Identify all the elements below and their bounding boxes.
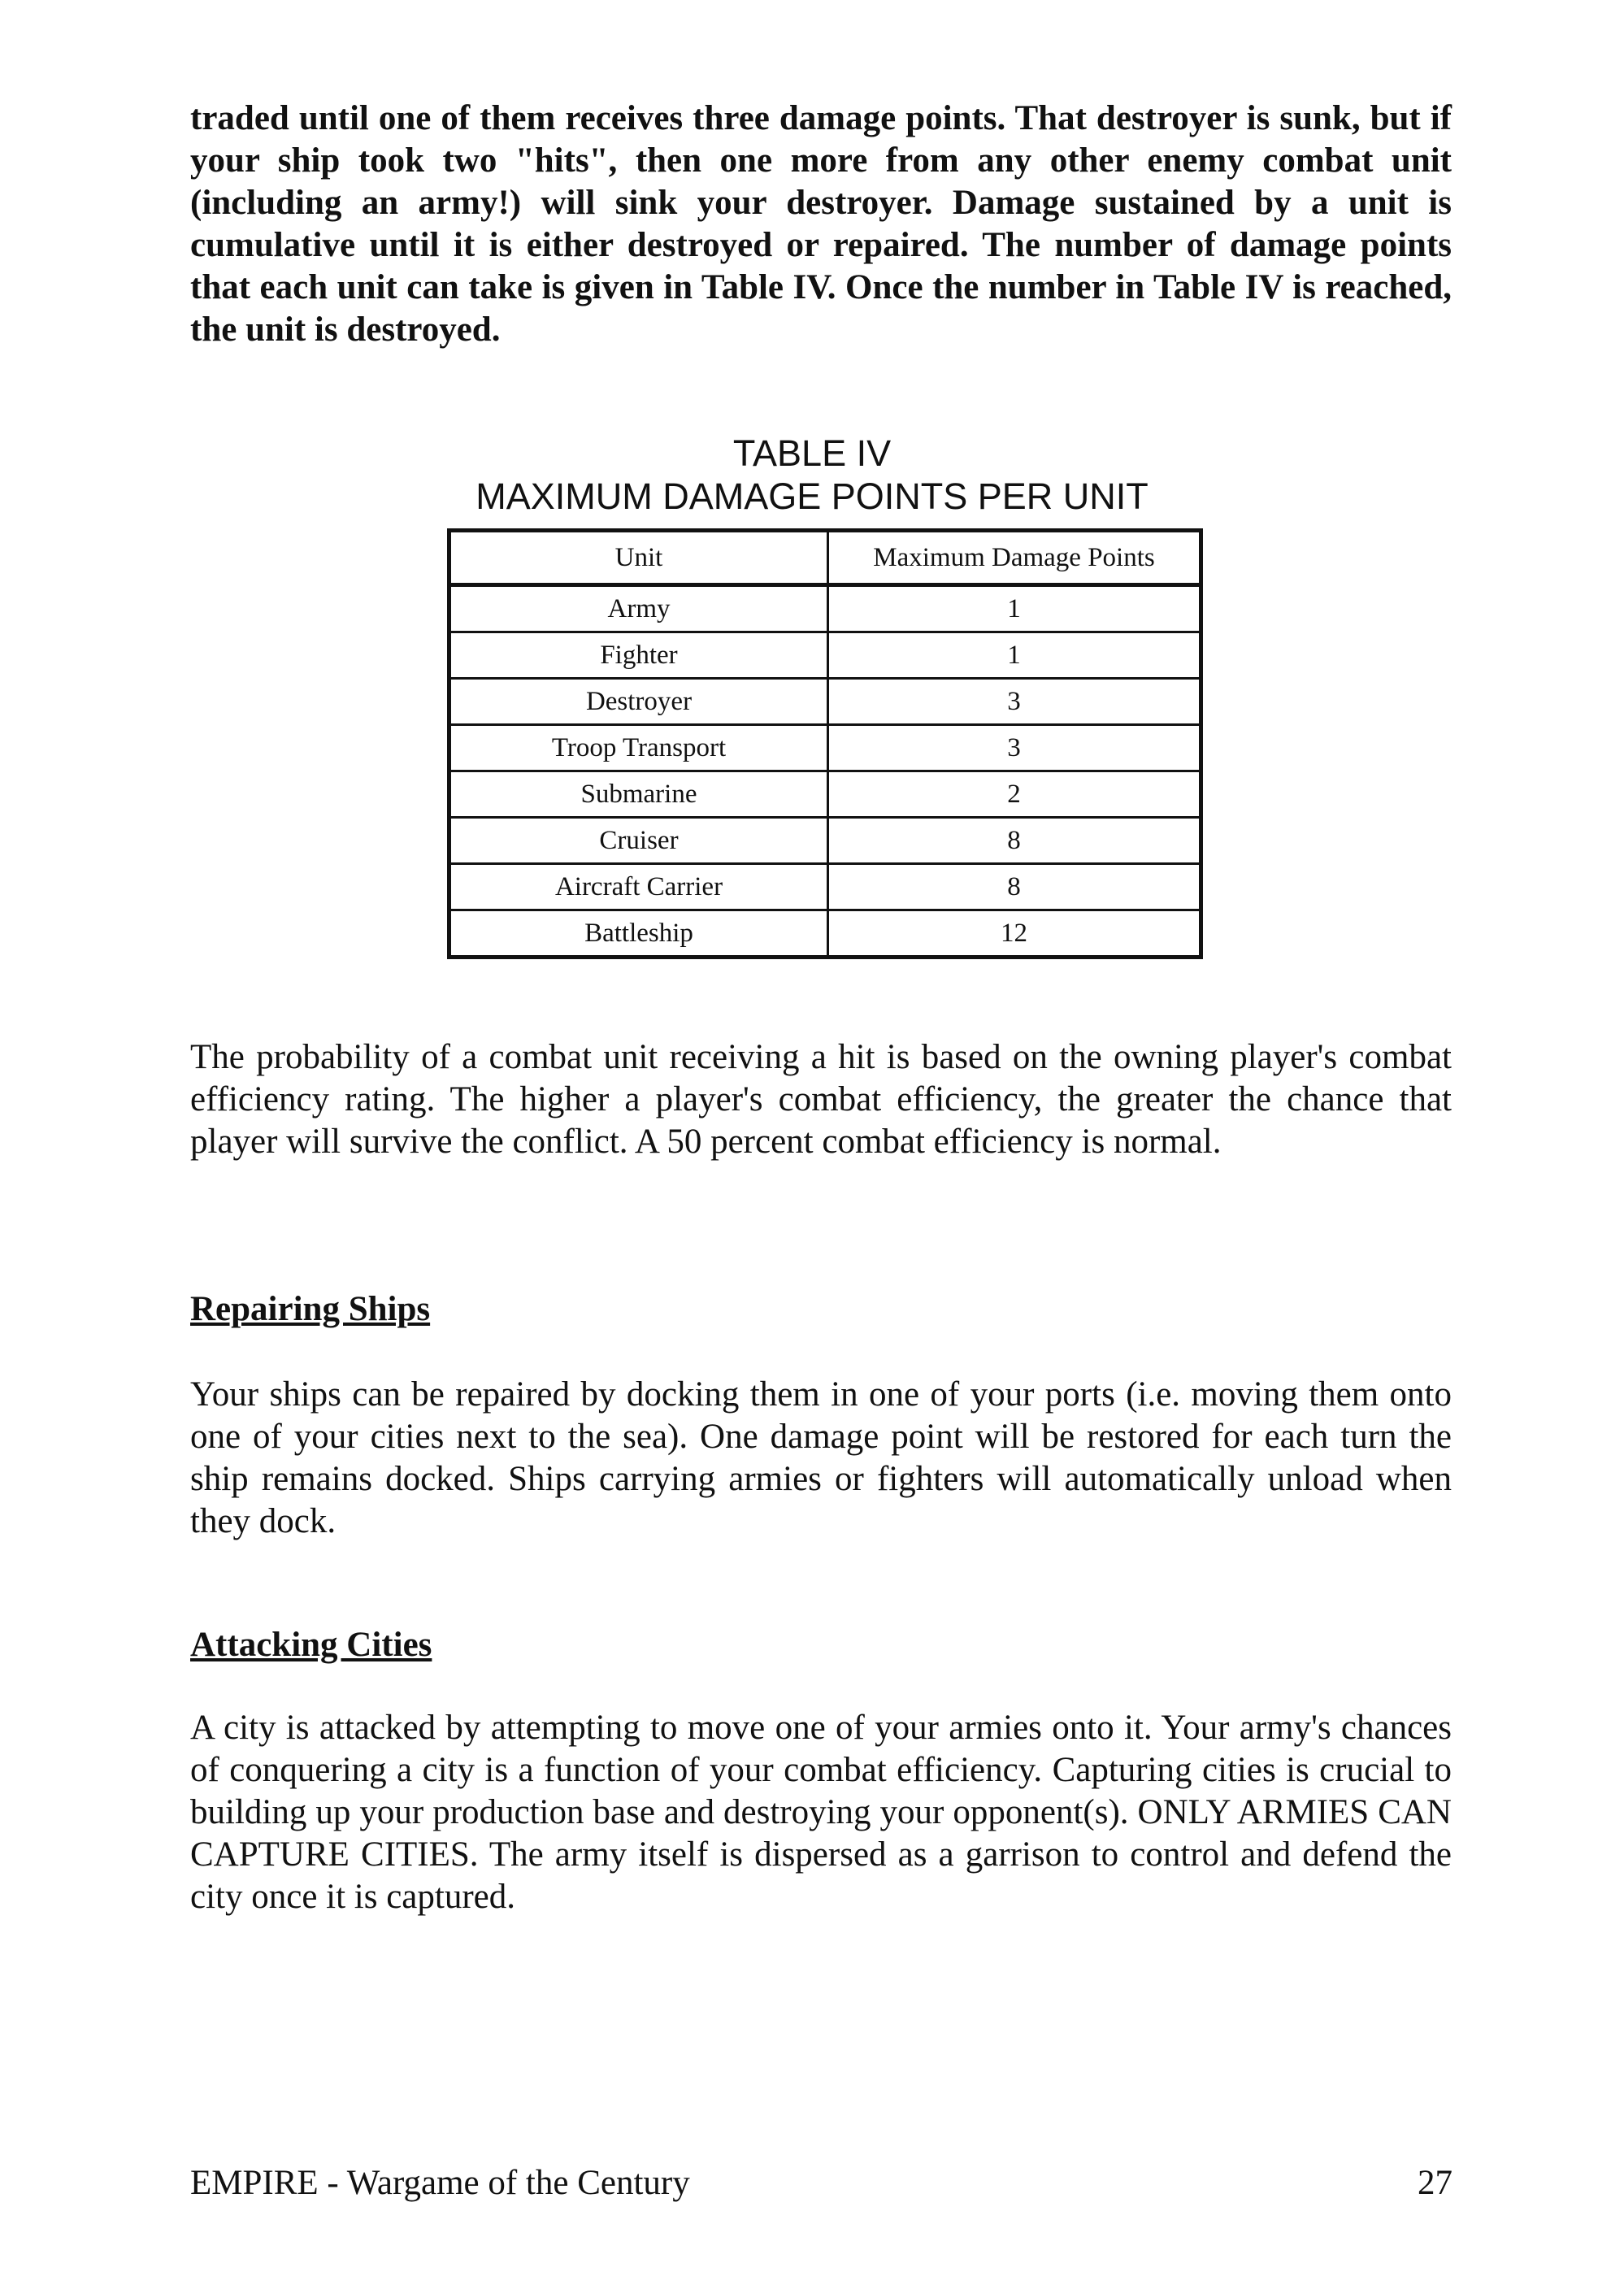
unit-cell: Battleship (449, 910, 828, 958)
probability-paragraph: The probability of a combat unit receiving a hit is based on the owning player's combat efficiency rating. The higher a player's combat efficiency, the greater the chance that player will survive the conflict. A 50 percent combat efficiency is normal. (190, 1038, 1452, 1161)
unit-cell: Troop Transport (449, 725, 828, 771)
unit-cell: Submarine (449, 771, 828, 818)
attacking-cities-heading: Attacking Cities (190, 1626, 432, 1664)
table-subtitle: MAXIMUM DAMAGE POINTS PER UNIT (475, 476, 1149, 517)
table-row (449, 818, 1201, 864)
damage-cell: 2 (828, 771, 1201, 818)
attacking-cities-paragraph: A city is attacked by attempting to move one of your armies onto it. Your army's chances of conquering a city is a function of your combat efficiency. Capturing cities is crucial to building up your production base and destroying your opponent(s). ONLY ARMIES CAN CAPTURE CITIES. The army itself is dispersed as a garrison to control and defend the city once it is captured. (190, 1709, 1452, 1916)
damage-cell: 8 (828, 864, 1201, 910)
damage-cell: 3 (828, 725, 1201, 771)
table-header-row (449, 531, 1201, 585)
footer-title: EMPIRE - Wargame of the Century (190, 2164, 690, 2202)
table-row (449, 632, 1201, 679)
damage-cell: 1 (828, 585, 1201, 632)
table-title: TABLE IV (732, 432, 892, 474)
unit-cell: Cruiser (449, 818, 828, 864)
table-row (449, 679, 1201, 725)
unit-cell: Fighter (449, 632, 828, 679)
header-unit: Unit (449, 531, 828, 585)
table-row (449, 771, 1201, 818)
page-number: 27 (1418, 2164, 1452, 2202)
table-row (449, 585, 1201, 632)
damage-cell: 1 (828, 632, 1201, 679)
intro-paragraph: traded until one of them receives three damage points. That destroyer is sunk, but if your ship took two "hits", then one more from any other enemy combat unit (including an army!) will sink your destroyer. Damage sustained by a unit is cumulative until it is either destroyed or repaired. The number of damage points that each unit can take is given in Table IV. Once the number in Table IV is reached, the unit is destroyed. (190, 99, 1452, 349)
unit-cell: Destroyer (449, 679, 828, 725)
damage-cell: 12 (828, 910, 1201, 958)
damage-cell: 8 (828, 818, 1201, 864)
header-max-damage: Maximum Damage Points (828, 531, 1201, 585)
damage-points-table (447, 528, 1203, 959)
repairing-ships-paragraph: Your ships can be repaired by docking them in one of your ports (i.e. moving them onto one of your cities next to the sea). One damage point will be restored for each turn the ship remains docked. Ships carrying armies or fighters will automatically unload when they dock. (190, 1375, 1452, 1540)
table-row (449, 910, 1201, 958)
unit-cell: Army (449, 585, 828, 632)
damage-cell: 3 (828, 679, 1201, 725)
unit-cell: Aircraft Carrier (449, 864, 828, 910)
table-row (449, 725, 1201, 771)
repairing-ships-heading: Repairing Ships (190, 1290, 431, 1328)
table-row (449, 864, 1201, 910)
